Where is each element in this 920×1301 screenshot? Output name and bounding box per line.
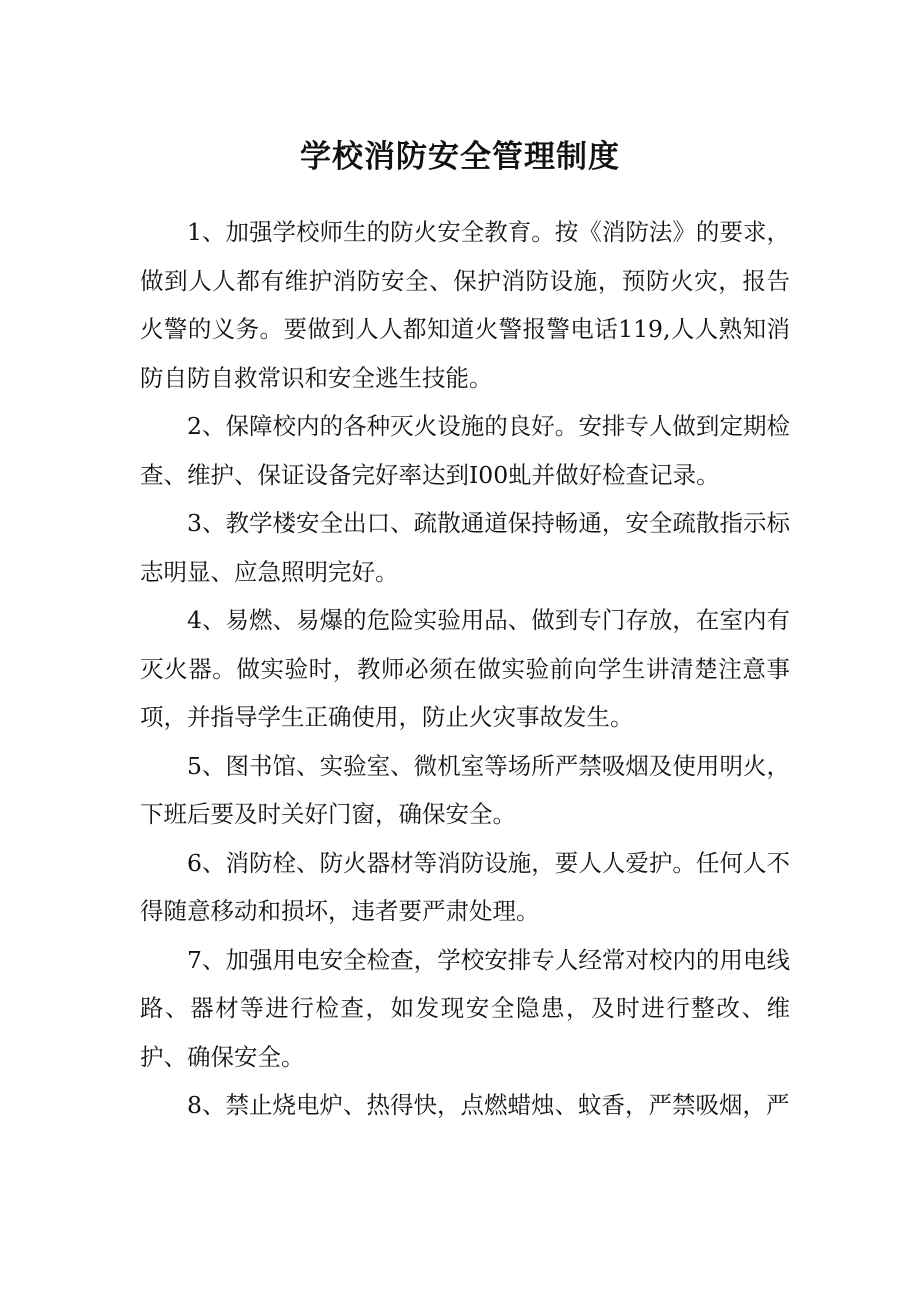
paragraph-7: 7、加强用电安全检查，学校安排专人经常对校内的用电线路、器材等进行检查，如发现安全隐患，及时进行整改、维护、确保安全。: [140, 945, 790, 1071]
paragraph-4: 4、易燃、易爆的危险实验用品、做到专门存放，在室内有灭火器。做实验时，教师必须在做实验前向学生讲清楚注意事项，并指导学生正确使用，防止火灾事故发生。: [140, 606, 790, 731]
paragraph-8: 8、禁止烧电炉、热得快，点燃蜡烛、蚊香，严禁吸烟，严: [187, 1091, 790, 1119]
paragraph-6: 6、消防栓、防火器材等消防设施，要人人爱护。任何人不得随意移动和损坏，违者要严肃处理。: [140, 848, 790, 925]
document-body: [140, 208, 790, 1130]
paragraph-2: 2、保障校内的各种灭火设施的良好。安排专人做到定期检查、维护、保证设备完好率达到I00虬并做好检查记录。: [140, 412, 790, 489]
paragraph-5: 5、图书馆、实验室、微机室等场所严禁吸烟及使用明火，下班后要及时关好门窗，确保安全。: [140, 751, 790, 828]
document-title: 学校消防安全管理制度: [300, 139, 620, 175]
paragraph-3: 3、教学楼安全出口、疏散通道保持畅通，安全疏散指示标志明显、应急照明完好。: [140, 509, 790, 586]
paragraph-1: 1、加强学校师生的防火安全教育。按《消防法》的要求，做到人人都有维护消防安全、保护消防设施，预防火灾，报告火警的义务。要做到人人都知道火警报警电话119,人人熟知消防自防自救常识和安全逃生技能。: [140, 218, 790, 392]
